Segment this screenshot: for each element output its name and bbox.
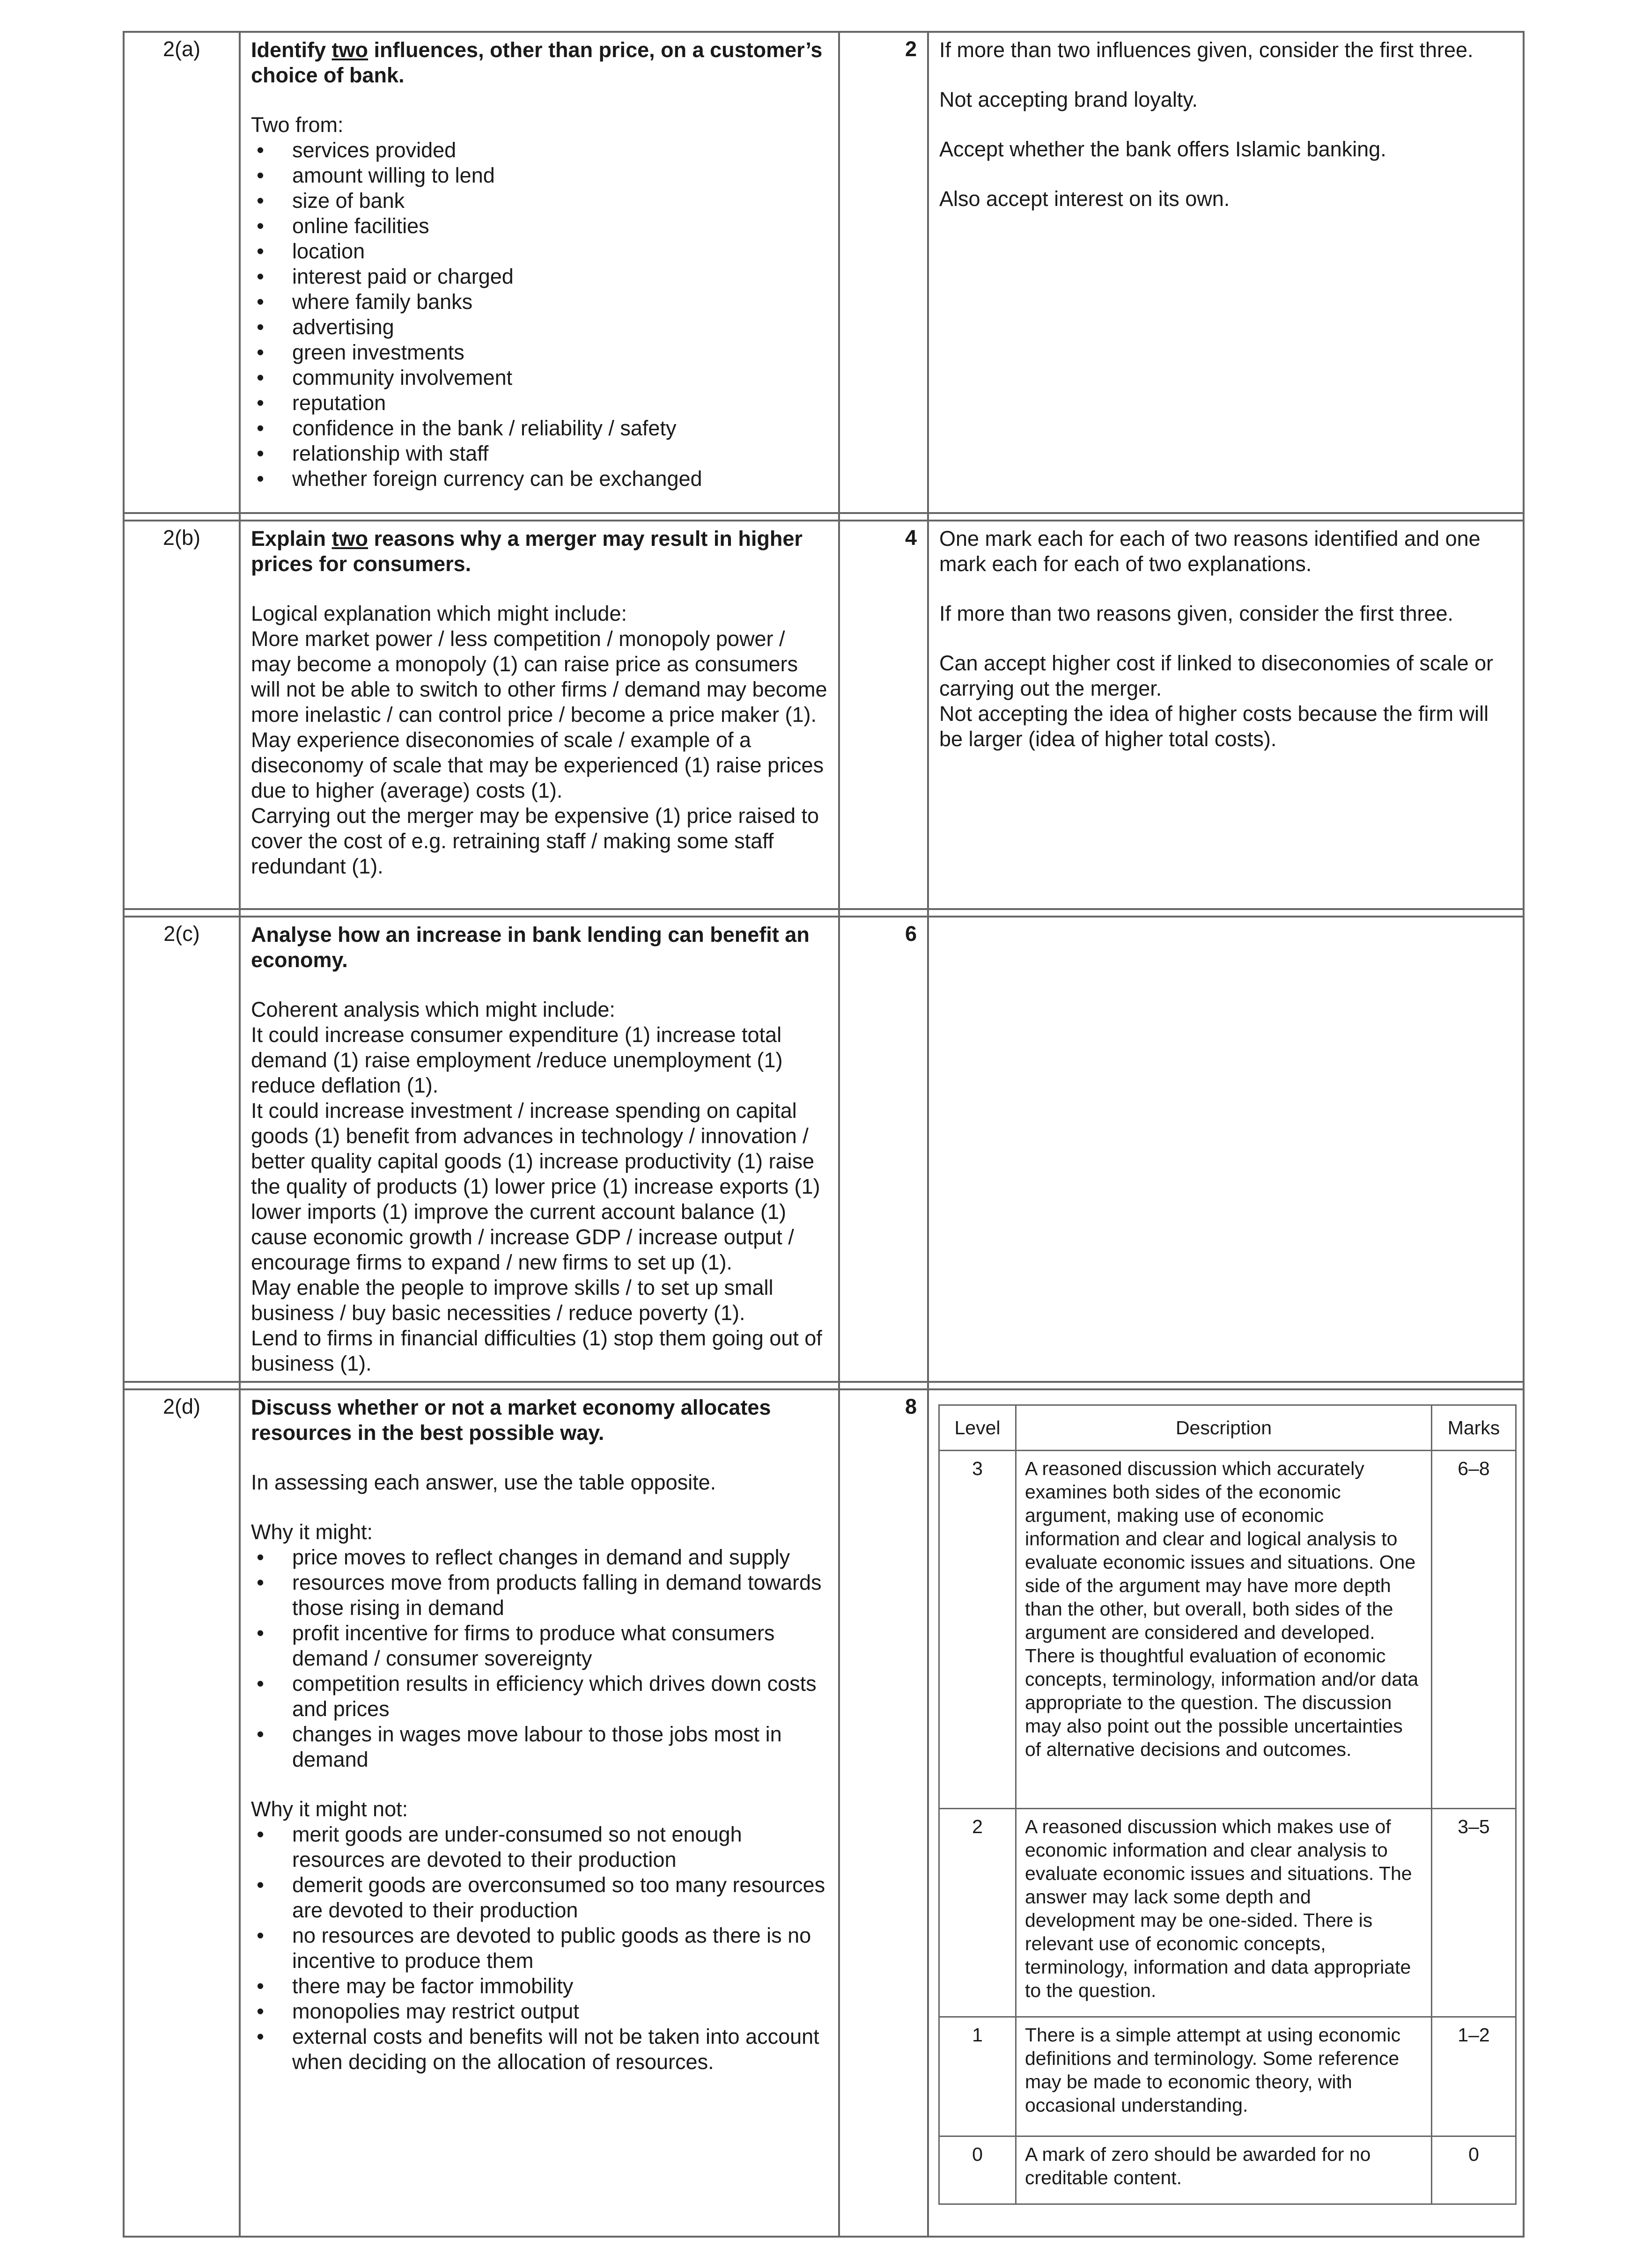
bullet-icon: • <box>257 239 264 263</box>
level-description: A reasoned discussion which makes use of economic information and clear analysis to evaluate economic issues and situations. The answer may lack some depth and development may be one-sided. There is relevant use of economic concepts, terminology, information and data appropriate to the question. <box>1016 1809 1432 2017</box>
answer-intro: Coherent analysis which might include: <box>251 998 615 1021</box>
guidance-paragraph: Not accepting brand loyalty. <box>939 88 1198 111</box>
guidance-paragraph: One mark each for each of two reasons identified and one mark each for each of two explanations. <box>939 527 1481 576</box>
row-2b <box>124 521 1524 909</box>
bullet-text: resources move from products falling in demand towards those rising in demand <box>292 1571 822 1620</box>
bullet-item <box>251 416 828 441</box>
row-2c <box>124 917 1524 1382</box>
bullet-text: merit goods are under-consumed so not enough resources are devoted to their production <box>292 1822 742 1872</box>
marks-value: 8 <box>839 1389 928 2237</box>
why-it-might-not-list <box>251 1822 828 2075</box>
question-text: Analyse how an increase in bank lending can benefit an economy. <box>251 923 810 972</box>
marks-header: Marks <box>1432 1405 1516 1451</box>
level-marks: 1–2 <box>1432 2017 1516 2136</box>
bullet-item <box>251 340 828 365</box>
why-it-might-list <box>251 1545 828 1772</box>
level-row <box>939 1451 1516 1809</box>
bullet-text: no resources are devoted to public goods as there is no incentive to produce them <box>292 1923 811 1973</box>
bullet-text: whether foreign currency can be exchanged <box>292 467 702 491</box>
why-it-might-not-label: Why it might not: <box>251 1797 408 1821</box>
question-text: Identify two influences, other than price, on a customer’s choice of bank. <box>251 38 823 87</box>
bullet-text: green investments <box>292 340 464 364</box>
level-value: 3 <box>939 1451 1016 1809</box>
bullet-item <box>251 441 828 466</box>
level-marks: 0 <box>1432 2136 1516 2204</box>
bullet-icon: • <box>257 1722 264 1746</box>
row-separator <box>124 909 1524 917</box>
level-table-header <box>939 1405 1516 1451</box>
level-description: A reasoned discussion which accurately examines both sides of the economic argument, making use of economic information and clear and logical analysis to evaluate economic issues and situations. One side of the argument may have more depth than the other, but overall, both sides of the argument are considered and developed. There is thoughtful evaluation of economic concepts, terminology, information and/or data appropriate to the question. The discussion may also point out the possible uncertainties of alternative decisions and outcomes. <box>1016 1451 1432 1809</box>
bullet-item <box>251 1671 828 1722</box>
guidance-paragraph: If more than two reasons given, consider the first three. <box>939 602 1454 625</box>
bullet-icon: • <box>257 1672 264 1695</box>
bullet-text: monopolies may restrict output <box>292 1999 579 2023</box>
bullet-text: profit incentive for firms to produce what consumers demand / consumer sovereignty <box>292 1621 775 1670</box>
question-number: 2(c) <box>124 917 240 1382</box>
bullet-icon: • <box>257 366 264 389</box>
bullet-icon: • <box>257 1873 264 1897</box>
level-description: There is a simple attempt at using economic definitions and terminology. Some reference may be made to economic theory, with occasional understanding. <box>1016 2017 1432 2136</box>
bullet-item <box>251 163 828 188</box>
bullet-text: online facilities <box>292 214 429 238</box>
bullet-icon: • <box>257 1923 264 1947</box>
row-separator <box>124 513 1524 521</box>
level-value: 2 <box>939 1809 1016 2017</box>
answer-text: It could increase consumer expenditure (1) increase total demand (1) raise employment /reduce unemployment (1) reduce deflation (1). It could increase investment / increase spending on capital goods (1) benefit from advances in technology / innovation / better quality capital goods (1) increase productivity (1) raise the quality of products (1) lower price (1) increase exports (1) lower imports (1) improve the current account balance (1) cause economic growth / increase GDP / increase output / encourage firms to expand / new firms to set up (1). May enable the people to improve skills / to set up small business / buy basic necessities / reduce poverty (1). Lend to firms in financial difficulties (1) stop them going out of business (1). <box>251 1023 822 1375</box>
answer-cell <box>240 917 839 1382</box>
level-marks: 3–5 <box>1432 1809 1516 2017</box>
question-number: 2(d) <box>124 1389 240 2237</box>
bullet-text: confidence in the bank / reliability / safety <box>292 416 677 440</box>
row-separator <box>124 1382 1524 1389</box>
bullet-item <box>251 466 828 492</box>
answer-intro: Logical explanation which might include: <box>251 602 627 625</box>
bullet-item <box>251 1974 828 1999</box>
bullet-item <box>251 1570 828 1621</box>
bullet-item <box>251 213 828 239</box>
answer-bullet-list <box>251 138 828 492</box>
answer-intro: Two from: <box>251 113 344 137</box>
marks-value: 2 <box>839 32 928 513</box>
bullet-icon: • <box>257 1999 264 2023</box>
guidance-cell <box>928 521 1524 909</box>
answer-cell <box>240 1389 839 2237</box>
bullet-icon: • <box>257 189 264 213</box>
bullet-item <box>251 1621 828 1671</box>
bullet-icon: • <box>257 214 264 238</box>
bullet-text: interest paid or charged <box>292 264 514 288</box>
bullet-text: demerit goods are overconsumed so too many resources are devoted to their production <box>292 1873 825 1922</box>
question-text: Explain two reasons why a merger may result in higher prices for consumers. <box>251 527 803 576</box>
bullet-icon: • <box>257 416 264 440</box>
marks-value: 6 <box>839 917 928 1382</box>
level-marks: 6–8 <box>1432 1451 1516 1809</box>
bullet-text: relationship with staff <box>292 441 489 465</box>
bullet-text: size of bank <box>292 189 405 213</box>
bullet-icon: • <box>257 1621 264 1645</box>
bullet-item <box>251 239 828 264</box>
guidance-paragraph: Also accept interest on its own. <box>939 187 1230 211</box>
level-row <box>939 2017 1516 2136</box>
guidance-paragraph: Can accept higher cost if linked to diseconomies of scale or carrying out the merger. Not accepting the idea of higher costs because the firm will be larger (idea of higher total costs). <box>939 651 1494 751</box>
bullet-item <box>251 1923 828 1974</box>
level-row <box>939 1809 1516 2017</box>
bullet-icon: • <box>257 315 264 339</box>
question-number: 2(b) <box>124 521 240 909</box>
bullet-icon: • <box>257 1571 264 1594</box>
guidance-cell <box>928 32 1524 513</box>
level-row <box>939 2136 1516 2204</box>
level-header: Level <box>939 1405 1016 1451</box>
bullet-text: advertising <box>292 315 394 339</box>
why-it-might-label: Why it might: <box>251 1520 373 1544</box>
bullet-icon: • <box>257 340 264 364</box>
guidance-cell <box>928 917 1524 1382</box>
marks-value: 4 <box>839 521 928 909</box>
mark-scheme-page <box>123 31 1523 2259</box>
level-descriptor-table <box>938 1404 1517 2205</box>
level-value: 1 <box>939 2017 1016 2136</box>
bullet-icon: • <box>257 290 264 314</box>
bullet-icon: • <box>257 163 264 187</box>
answer-cell <box>240 521 839 909</box>
answer-intro: In assessing each answer, use the table opposite. <box>251 1470 716 1494</box>
bullet-text: community involvement <box>292 366 513 389</box>
answer-text: More market power / less competition / monopoly power / may become a monopoly (1) can raise price as consumers will not be able to switch to other firms / demand may become more inelastic / can control price / become a price maker (1). May experience diseconomies of scale / example of a diseconomy of scale that may be experienced (1) raise prices due to higher (average) costs (1). Carrying out the merger may be expensive (1) price raised to cover the cost of e.g. retraining staff / making some staff redundant (1). <box>251 627 827 878</box>
bullet-text: services provided <box>292 138 457 162</box>
bullet-item <box>251 264 828 289</box>
bullet-item <box>251 188 828 213</box>
description-header: Description <box>1016 1405 1432 1451</box>
row-2d <box>124 1389 1524 2237</box>
question-text: Discuss whether or not a market economy allocates resources in the best possible way. <box>251 1395 771 1445</box>
bullet-item <box>251 1999 828 2024</box>
level-value: 0 <box>939 2136 1016 2204</box>
bullet-icon: • <box>257 264 264 288</box>
bullet-text: amount willing to lend <box>292 163 495 187</box>
bullet-item <box>251 390 828 416</box>
bullet-icon: • <box>257 1545 264 1569</box>
guidance-list <box>939 526 1512 752</box>
bullet-icon: • <box>257 138 264 162</box>
bullet-item <box>251 138 828 163</box>
bullet-item <box>251 289 828 315</box>
bullet-item <box>251 1822 828 1872</box>
row-2a <box>124 32 1524 513</box>
bullet-text: where family banks <box>292 290 473 314</box>
bullet-item <box>251 365 828 390</box>
guidance-paragraph: Accept whether the bank offers Islamic banking. <box>939 137 1386 161</box>
mark-scheme-table <box>123 31 1525 2238</box>
bullet-item <box>251 1545 828 1570</box>
bullet-item <box>251 2024 828 2075</box>
bullet-icon: • <box>257 467 264 491</box>
bullet-text: there may be factor immobility <box>292 1974 574 1998</box>
level-description: A mark of zero should be awarded for no creditable content. <box>1016 2136 1432 2204</box>
bullet-text: reputation <box>292 391 386 415</box>
bullet-item <box>251 1722 828 1772</box>
guidance-cell <box>928 1389 1524 2237</box>
bullet-text: location <box>292 239 365 263</box>
bullet-icon: • <box>257 1822 264 1846</box>
bullet-item <box>251 1872 828 1923</box>
bullet-icon: • <box>257 1974 264 1998</box>
guidance-paragraph: If more than two influences given, consider the first three. <box>939 38 1474 62</box>
bullet-icon: • <box>257 2025 264 2048</box>
bullet-icon: • <box>257 441 264 465</box>
bullet-icon: • <box>257 391 264 415</box>
question-number: 2(a) <box>124 32 240 513</box>
bullet-item <box>251 315 828 340</box>
answer-cell <box>240 32 839 513</box>
bullet-text: competition results in efficiency which drives down costs and prices <box>292 1672 817 1721</box>
guidance-list <box>939 37 1512 212</box>
bullet-text: price moves to reflect changes in demand and supply <box>292 1545 790 1569</box>
bullet-text: changes in wages move labour to those jobs most in demand <box>292 1722 782 1771</box>
bullet-text: external costs and benefits will not be taken into account when deciding on the allocation of resources. <box>292 2025 819 2074</box>
